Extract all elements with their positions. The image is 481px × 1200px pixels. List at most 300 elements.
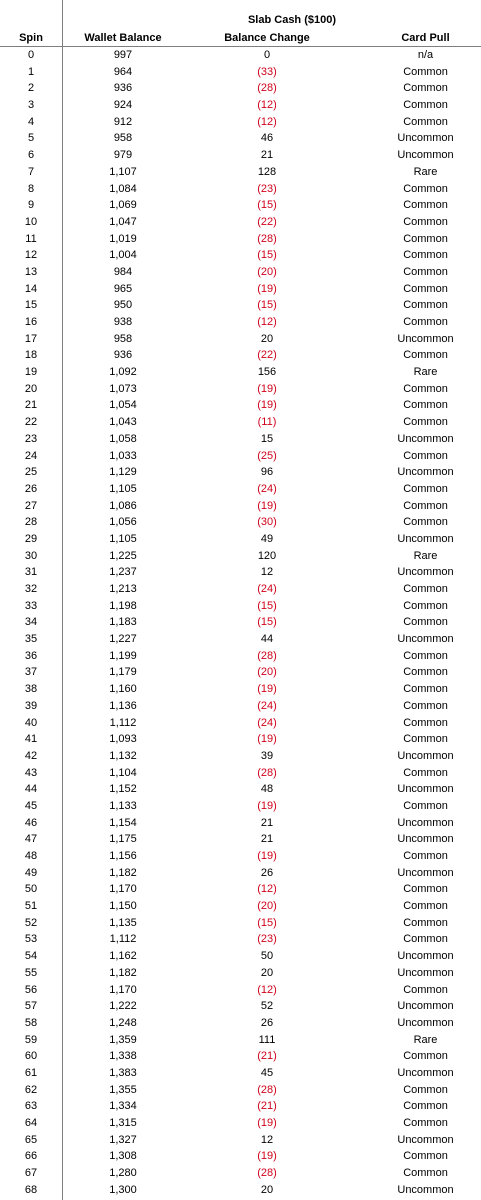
spin-cell: 42 bbox=[24, 749, 38, 762]
wallet-balance-cell: 1,327 bbox=[109, 1133, 137, 1146]
spin-cell: 47 bbox=[24, 833, 38, 846]
table-row bbox=[0, 1015, 481, 1032]
balance-change-cell: 49 bbox=[260, 532, 274, 545]
wallet-balance-cell: 1,170 bbox=[109, 883, 137, 896]
card-pull-cell: Uncommon bbox=[397, 833, 454, 846]
spin-cell: 34 bbox=[24, 616, 38, 629]
wallet-balance-cell: 1,133 bbox=[109, 799, 137, 812]
balance-change-cell: (19) bbox=[257, 499, 277, 512]
table-row bbox=[0, 1065, 481, 1082]
card-pull-cell: Common bbox=[403, 482, 448, 495]
spin-cell: 1 bbox=[27, 65, 35, 78]
balance-change-cell: (15) bbox=[257, 299, 277, 312]
balance-change-cell: (15) bbox=[257, 599, 277, 612]
card-pull-cell: Common bbox=[403, 983, 448, 996]
card-pull-cell: Uncommon bbox=[397, 566, 454, 579]
card-pull-cell: Common bbox=[403, 265, 448, 278]
spin-cell: 17 bbox=[24, 332, 38, 345]
wallet-balance-cell: 1,092 bbox=[109, 366, 137, 379]
balance-change-cell: 96 bbox=[260, 466, 274, 479]
spin-cell: 37 bbox=[24, 666, 38, 679]
table-row bbox=[0, 998, 481, 1015]
spin-cell: 44 bbox=[24, 783, 38, 796]
wallet-balance-cell: 1,056 bbox=[109, 516, 137, 529]
spin-cell: 52 bbox=[24, 916, 38, 929]
card-pull-cell: Uncommon bbox=[397, 866, 454, 879]
table-row bbox=[0, 598, 481, 615]
card-pull-cell: Common bbox=[403, 583, 448, 595]
table-row bbox=[0, 548, 481, 565]
table-row bbox=[0, 531, 481, 548]
spin-cell: 49 bbox=[24, 866, 38, 879]
balance-change-cell: 46 bbox=[260, 132, 274, 145]
card-pull-cell: Common bbox=[403, 115, 448, 128]
table-row bbox=[0, 181, 481, 198]
wallet-balance-cell: 1,047 bbox=[109, 215, 137, 228]
wallet-balance-cell: 1,227 bbox=[109, 633, 137, 646]
balance-change-cell: 0 bbox=[263, 49, 271, 61]
card-pull-cell: Common bbox=[403, 1083, 448, 1096]
balance-change-cell: (20) bbox=[257, 900, 277, 913]
wallet-balance-cell: 1,132 bbox=[109, 749, 137, 762]
spin-cell: 32 bbox=[24, 583, 38, 595]
balance-change-cell: 15 bbox=[260, 432, 274, 445]
header-spin: Spin bbox=[19, 32, 43, 44]
balance-change-cell: 50 bbox=[260, 950, 274, 963]
card-pull-cell: Common bbox=[403, 699, 448, 712]
wallet-balance-cell: 1,152 bbox=[109, 783, 137, 796]
card-pull-cell: Common bbox=[403, 766, 448, 779]
balance-change-cell: (19) bbox=[257, 399, 277, 412]
table-row bbox=[0, 214, 481, 231]
table-row bbox=[0, 664, 481, 681]
card-pull-cell: Common bbox=[403, 182, 448, 195]
table-row bbox=[0, 648, 481, 665]
card-pull-cell: Common bbox=[403, 933, 448, 946]
wallet-balance-cell: 1,308 bbox=[109, 1150, 137, 1163]
wallet-balance-cell: 1,182 bbox=[109, 966, 137, 979]
wallet-balance-cell: 924 bbox=[113, 99, 133, 112]
wallet-balance-cell: 1,334 bbox=[109, 1100, 137, 1113]
balance-change-cell: 120 bbox=[257, 549, 277, 562]
table-row bbox=[0, 765, 481, 782]
table-row bbox=[0, 347, 481, 364]
table-row bbox=[0, 164, 481, 181]
wallet-balance-cell: 938 bbox=[113, 316, 133, 328]
spin-cell: 13 bbox=[24, 265, 38, 278]
spin-cell: 25 bbox=[24, 466, 38, 479]
card-pull-cell: Common bbox=[403, 215, 448, 228]
wallet-balance-cell: 1,248 bbox=[109, 1016, 137, 1029]
balance-change-cell: 20 bbox=[260, 966, 274, 979]
table-row bbox=[0, 798, 481, 815]
card-pull-cell: Common bbox=[403, 916, 448, 929]
balance-change-cell: (19) bbox=[257, 850, 277, 862]
wallet-balance-cell: 1,073 bbox=[109, 382, 137, 395]
card-pull-cell: Rare bbox=[413, 549, 438, 562]
spin-cell: 12 bbox=[24, 249, 38, 262]
wallet-balance-cell: 1,086 bbox=[109, 499, 137, 512]
wallet-balance-cell: 1,105 bbox=[109, 532, 137, 545]
header-card-pull: Card Pull bbox=[401, 32, 450, 44]
balance-change-cell: (11) bbox=[257, 416, 277, 429]
spin-cell: 50 bbox=[24, 883, 38, 896]
table-row bbox=[0, 1082, 481, 1099]
card-pull-cell: Common bbox=[403, 382, 448, 395]
balance-change-cell: (12) bbox=[257, 115, 277, 128]
balance-change-cell: (12) bbox=[257, 983, 277, 996]
spin-cell: 60 bbox=[24, 1050, 38, 1063]
wallet-balance-cell: 1,084 bbox=[109, 182, 137, 195]
spin-cell: 40 bbox=[24, 716, 38, 729]
card-pull-cell: Rare bbox=[413, 165, 438, 178]
wallet-balance-cell: 1,156 bbox=[109, 850, 137, 862]
spin-cell: 67 bbox=[24, 1167, 38, 1180]
spin-cell: 6 bbox=[27, 149, 35, 162]
card-pull-cell: Rare bbox=[413, 366, 438, 379]
table-row bbox=[0, 681, 481, 698]
spin-cell: 27 bbox=[24, 499, 38, 512]
card-pull-cell: Common bbox=[403, 65, 448, 78]
header-balance-change: Balance Change bbox=[224, 32, 310, 44]
balance-change-cell: (12) bbox=[257, 99, 277, 112]
card-pull-cell: Common bbox=[403, 316, 448, 328]
card-pull-cell: Common bbox=[403, 716, 448, 729]
wallet-balance-cell: 1,136 bbox=[109, 699, 137, 712]
balance-change-cell: (15) bbox=[257, 616, 277, 629]
spin-cell: 56 bbox=[24, 983, 38, 996]
card-pull-cell: Common bbox=[403, 449, 448, 462]
table-row bbox=[0, 948, 481, 965]
spin-cell: 38 bbox=[24, 683, 38, 696]
wallet-balance-cell: 1,183 bbox=[109, 616, 137, 629]
card-pull-cell: Uncommon bbox=[397, 1016, 454, 1029]
card-pull-cell: Common bbox=[403, 666, 448, 679]
balance-change-cell: (19) bbox=[257, 733, 277, 746]
card-pull-cell: Common bbox=[403, 733, 448, 746]
table-row bbox=[0, 881, 481, 898]
wallet-balance-cell: 1,175 bbox=[109, 833, 137, 846]
table-row bbox=[0, 297, 481, 314]
card-pull-cell: Uncommon bbox=[397, 816, 454, 829]
spin-cell: 65 bbox=[24, 1133, 38, 1146]
wallet-balance-cell: 936 bbox=[113, 349, 133, 362]
wallet-balance-cell: 1,222 bbox=[109, 1000, 137, 1013]
spin-cell: 14 bbox=[24, 282, 38, 295]
wallet-balance-cell: 1,162 bbox=[109, 950, 137, 963]
spin-cell: 64 bbox=[24, 1117, 38, 1129]
wallet-balance-cell: 958 bbox=[113, 132, 133, 145]
card-pull-cell: Uncommon bbox=[397, 149, 454, 162]
card-pull-cell: Common bbox=[403, 282, 448, 295]
table-row bbox=[0, 1148, 481, 1165]
wallet-balance-cell: 1,107 bbox=[109, 165, 137, 178]
spin-cell: 39 bbox=[24, 699, 38, 712]
wallet-balance-cell: 1,154 bbox=[109, 816, 137, 829]
table-row bbox=[0, 47, 481, 64]
card-pull-cell: Uncommon bbox=[397, 966, 454, 979]
spin-cell: 2 bbox=[27, 82, 35, 95]
table-row bbox=[0, 715, 481, 732]
balance-change-cell: (15) bbox=[257, 916, 277, 929]
group-title: Slab Cash ($100) bbox=[247, 14, 337, 26]
card-pull-cell: n/a bbox=[417, 49, 434, 61]
table-row bbox=[0, 748, 481, 765]
spin-cell: 8 bbox=[27, 182, 35, 195]
card-pull-cell: Common bbox=[403, 1100, 448, 1113]
balance-change-cell: 48 bbox=[260, 783, 274, 796]
wallet-balance-cell: 1,160 bbox=[109, 683, 137, 696]
wallet-balance-cell: 1,383 bbox=[109, 1066, 137, 1079]
spin-cell: 11 bbox=[25, 232, 37, 245]
balance-change-cell: (22) bbox=[257, 215, 277, 228]
card-pull-cell: Common bbox=[403, 232, 448, 245]
balance-change-cell: (20) bbox=[257, 666, 277, 679]
table-row bbox=[0, 631, 481, 648]
balance-change-cell: (28) bbox=[257, 649, 277, 662]
balance-change-cell: 26 bbox=[260, 1016, 274, 1029]
card-pull-cell: Uncommon bbox=[397, 532, 454, 545]
wallet-balance-cell: 1,004 bbox=[109, 249, 137, 262]
balance-change-cell: 20 bbox=[260, 1183, 274, 1196]
table-row bbox=[0, 231, 481, 248]
table-row bbox=[0, 130, 481, 147]
card-pull-cell: Common bbox=[403, 249, 448, 262]
spin-cell: 29 bbox=[24, 532, 38, 545]
table-row bbox=[0, 331, 481, 348]
card-pull-cell: Common bbox=[403, 299, 448, 312]
table-row bbox=[0, 197, 481, 214]
wallet-balance-cell: 1,338 bbox=[109, 1050, 137, 1063]
table-row bbox=[0, 831, 481, 848]
card-pull-cell: Common bbox=[403, 683, 448, 696]
balance-change-cell: (15) bbox=[257, 199, 277, 212]
spin-cell: 55 bbox=[24, 966, 38, 979]
table-row bbox=[0, 1098, 481, 1115]
wallet-balance-cell: 1,315 bbox=[109, 1117, 137, 1129]
spin-cell: 7 bbox=[27, 165, 35, 178]
spin-cell: 23 bbox=[24, 432, 38, 445]
balance-change-cell: (19) bbox=[257, 683, 277, 696]
table-row bbox=[0, 431, 481, 448]
spin-cell: 3 bbox=[27, 99, 35, 112]
wallet-balance-cell: 1,054 bbox=[109, 399, 137, 412]
balance-change-cell: (12) bbox=[257, 316, 277, 328]
wallet-balance-cell: 1,150 bbox=[109, 900, 137, 913]
table-row bbox=[0, 1132, 481, 1149]
spin-cell: 30 bbox=[24, 549, 38, 562]
wallet-balance-cell: 1,300 bbox=[109, 1183, 137, 1196]
table-row bbox=[0, 1115, 481, 1132]
table-body bbox=[0, 47, 481, 1198]
table-row bbox=[0, 264, 481, 281]
card-pull-cell: Uncommon bbox=[397, 633, 454, 646]
spin-cell: 24 bbox=[24, 449, 38, 462]
spin-cell: 43 bbox=[24, 766, 38, 779]
header-wallet-balance: Wallet Balance bbox=[84, 32, 162, 44]
wallet-balance-cell: 950 bbox=[113, 299, 133, 312]
card-pull-cell: Rare bbox=[413, 1033, 438, 1046]
balance-change-cell: 52 bbox=[260, 1000, 274, 1013]
wallet-balance-cell: 1,179 bbox=[109, 666, 137, 679]
balance-change-cell: (19) bbox=[257, 799, 277, 812]
wallet-balance-cell: 1,104 bbox=[109, 766, 137, 779]
table-row bbox=[0, 97, 481, 114]
table-row bbox=[0, 498, 481, 515]
balance-change-cell: (24) bbox=[257, 716, 277, 729]
balance-change-cell: (23) bbox=[257, 182, 277, 195]
table-row bbox=[0, 848, 481, 865]
table-row bbox=[0, 80, 481, 97]
table-row bbox=[0, 414, 481, 431]
wallet-balance-cell: 1,225 bbox=[109, 549, 137, 562]
table-row bbox=[0, 982, 481, 999]
spin-cell: 0 bbox=[27, 49, 35, 61]
wallet-balance-cell: 1,199 bbox=[109, 649, 137, 662]
card-pull-cell: Common bbox=[403, 349, 448, 362]
spin-cell: 45 bbox=[24, 799, 38, 812]
card-pull-cell: Uncommon bbox=[397, 1183, 454, 1196]
spin-cell: 4 bbox=[27, 115, 35, 128]
table-row bbox=[0, 481, 481, 498]
card-pull-cell: Common bbox=[403, 1117, 448, 1129]
balance-change-cell: (30) bbox=[257, 516, 277, 529]
table-row bbox=[0, 147, 481, 164]
table-row bbox=[0, 931, 481, 948]
balance-change-cell: (19) bbox=[257, 1150, 277, 1163]
wallet-balance-cell: 1,355 bbox=[109, 1083, 137, 1096]
balance-change-cell: 21 bbox=[260, 149, 274, 162]
balance-change-cell: 45 bbox=[260, 1066, 274, 1079]
wallet-balance-cell: 1,129 bbox=[109, 466, 137, 479]
table-row bbox=[0, 614, 481, 631]
card-pull-cell: Uncommon bbox=[397, 783, 454, 796]
wallet-balance-cell: 1,359 bbox=[109, 1033, 137, 1046]
spin-cell: 53 bbox=[24, 933, 38, 946]
balance-change-cell: 128 bbox=[257, 165, 277, 178]
spin-cell: 19 bbox=[24, 366, 38, 379]
balance-change-cell: (12) bbox=[257, 883, 277, 896]
spin-cell: 48 bbox=[24, 850, 38, 862]
balance-change-cell: 44 bbox=[260, 633, 274, 646]
spin-cell: 57 bbox=[24, 1000, 38, 1013]
spin-cell: 46 bbox=[24, 816, 38, 829]
table-row bbox=[0, 1048, 481, 1065]
spin-cell: 63 bbox=[24, 1100, 38, 1113]
wallet-balance-cell: 1,213 bbox=[109, 583, 137, 595]
balance-change-cell: 21 bbox=[260, 816, 274, 829]
spin-cell: 9 bbox=[27, 199, 35, 212]
balance-change-cell: (15) bbox=[257, 249, 277, 262]
wallet-balance-cell: 1,058 bbox=[109, 432, 137, 445]
spin-cell: 36 bbox=[24, 649, 38, 662]
spin-cell: 61 bbox=[24, 1066, 38, 1079]
card-pull-cell: Common bbox=[403, 99, 448, 112]
wallet-balance-cell: 1,198 bbox=[109, 599, 137, 612]
card-pull-cell: Common bbox=[403, 599, 448, 612]
balance-change-cell: (19) bbox=[257, 282, 277, 295]
wallet-balance-cell: 1,280 bbox=[109, 1167, 137, 1180]
wallet-balance-cell: 984 bbox=[113, 265, 133, 278]
table-row bbox=[0, 698, 481, 715]
table-row bbox=[0, 514, 481, 531]
table-row bbox=[0, 247, 481, 264]
wallet-balance-cell: 1,043 bbox=[109, 416, 137, 429]
card-pull-cell: Uncommon bbox=[397, 1066, 454, 1079]
wallet-balance-cell: 1,105 bbox=[109, 482, 137, 495]
wallet-balance-cell: 1,033 bbox=[109, 449, 137, 462]
spin-cell: 58 bbox=[24, 1016, 38, 1029]
table-row bbox=[0, 1182, 481, 1199]
wallet-balance-cell: 1,112 bbox=[109, 716, 137, 729]
table-row bbox=[0, 314, 481, 331]
wallet-balance-cell: 964 bbox=[113, 65, 133, 78]
spin-cell: 35 bbox=[24, 633, 38, 646]
wallet-balance-cell: 1,112 bbox=[109, 933, 137, 946]
card-pull-cell: Common bbox=[403, 649, 448, 662]
table-row bbox=[0, 581, 481, 598]
spin-cell: 21 bbox=[24, 399, 38, 412]
card-pull-cell: Common bbox=[403, 82, 448, 95]
wallet-balance-cell: 958 bbox=[113, 332, 133, 345]
balance-change-cell: (21) bbox=[257, 1050, 277, 1063]
card-pull-cell: Common bbox=[403, 799, 448, 812]
balance-change-cell: (25) bbox=[257, 449, 277, 462]
wallet-balance-cell: 912 bbox=[113, 115, 133, 128]
spin-cell: 10 bbox=[24, 215, 38, 228]
spin-cell: 18 bbox=[24, 349, 38, 362]
table-row bbox=[0, 915, 481, 932]
balance-change-cell: 111 bbox=[258, 1033, 276, 1046]
wallet-balance-cell: 965 bbox=[113, 282, 133, 295]
header-row bbox=[0, 30, 481, 46]
spin-cell: 66 bbox=[24, 1150, 38, 1163]
table-row bbox=[0, 364, 481, 381]
balance-change-cell: (33) bbox=[257, 65, 277, 78]
balance-change-cell: 26 bbox=[260, 866, 274, 879]
spin-cell: 20 bbox=[24, 382, 38, 395]
table-row bbox=[0, 114, 481, 131]
table-row bbox=[0, 965, 481, 982]
balance-change-cell: (24) bbox=[257, 482, 277, 495]
wallet-balance-cell: 979 bbox=[113, 149, 133, 162]
spin-cell: 22 bbox=[24, 416, 38, 429]
balance-change-cell: (28) bbox=[257, 82, 277, 95]
balance-change-cell: (28) bbox=[257, 766, 277, 779]
card-pull-cell: Common bbox=[403, 883, 448, 896]
balance-change-cell: 12 bbox=[260, 566, 274, 579]
spin-cell: 59 bbox=[24, 1033, 38, 1046]
balance-change-cell: (28) bbox=[257, 1083, 277, 1096]
card-pull-cell: Uncommon bbox=[397, 749, 454, 762]
wallet-balance-cell: 1,135 bbox=[109, 916, 137, 929]
card-pull-cell: Common bbox=[403, 199, 448, 212]
card-pull-cell: Common bbox=[403, 1150, 448, 1163]
balance-change-cell: (21) bbox=[257, 1100, 277, 1113]
balance-change-cell: (22) bbox=[257, 349, 277, 362]
table-row bbox=[0, 448, 481, 465]
card-pull-cell: Uncommon bbox=[397, 332, 454, 345]
spin-cell: 26 bbox=[24, 482, 38, 495]
balance-change-cell: 156 bbox=[257, 366, 277, 379]
table-row bbox=[0, 781, 481, 798]
wallet-balance-cell: 1,093 bbox=[109, 733, 137, 746]
wallet-balance-cell: 997 bbox=[113, 49, 133, 61]
spin-cell: 16 bbox=[24, 316, 38, 328]
table-row bbox=[0, 564, 481, 581]
card-pull-cell: Uncommon bbox=[397, 1133, 454, 1146]
balance-change-cell: (24) bbox=[257, 583, 277, 595]
